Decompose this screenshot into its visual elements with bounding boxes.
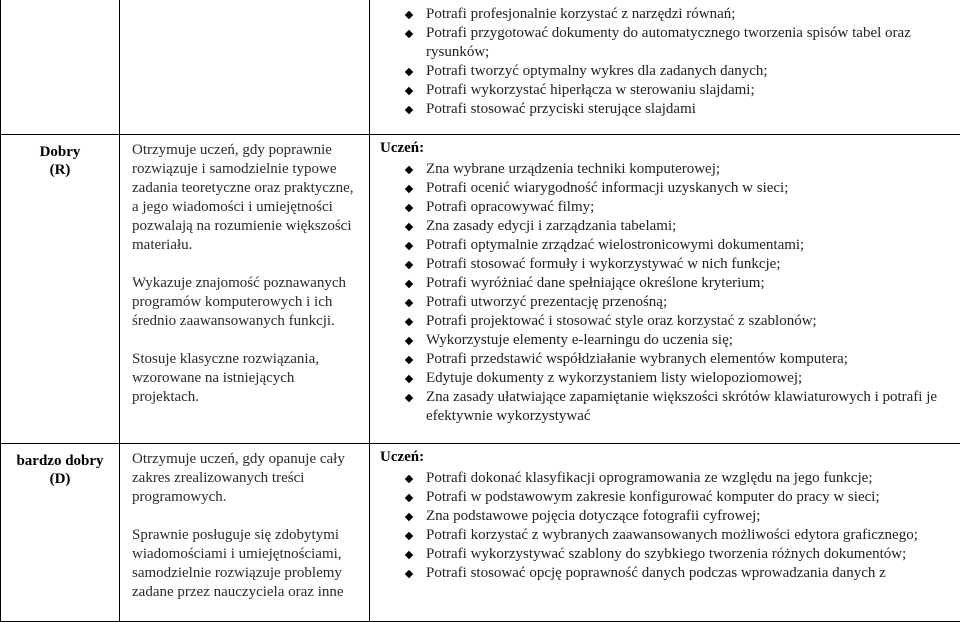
skills-list — [380, 5, 960, 119]
list-item — [380, 488, 960, 507]
list-item — [380, 5, 960, 24]
description-paragraph: Sprawnie posługuje się zdobytymi wiadomościami i umiejętnościami, samodzielnie rozwiązuje problemy zadane przez nauczyciela oraz inne — [132, 526, 361, 602]
diamond-bullet-icon — [405, 204, 413, 212]
list-item-text: Zna zasady edycji i zarządzania tabelami; — [426, 218, 676, 234]
list-item-text: Potrafi korzystać z wybranych zaawansowanych możliwości edytora graficznego; — [426, 527, 918, 543]
diamond-bullet-icon — [405, 261, 413, 269]
skills-cell — [370, 444, 960, 622]
list-item-text: Potrafi stosować przyciski sterujące slajdami — [426, 101, 696, 117]
description-paragraph: Otrzymuje uczeń, gdy poprawnie rozwiązuje i samodzielnie typowe zadania teoretyczne oraz praktyczne, a jego wiadomości i umiejętności pozwalają na rozumienie większości materiału. — [132, 141, 361, 255]
list-item — [380, 545, 960, 564]
list-item — [380, 369, 960, 388]
diamond-bullet-icon — [405, 68, 413, 76]
diamond-bullet-icon — [405, 318, 413, 326]
diamond-bullet-icon — [405, 532, 413, 540]
diamond-bullet-icon — [405, 394, 413, 402]
skills-heading: Uczeń: — [380, 139, 960, 158]
diamond-bullet-icon — [405, 166, 413, 174]
list-item-text: Potrafi opracowywać filmy; — [426, 199, 594, 215]
grade-cell — [1, 444, 120, 622]
skills-list — [380, 160, 960, 426]
list-item-text: Potrafi przedstawić współdziałanie wybranych elementów komputera; — [426, 351, 848, 367]
skills-cell — [370, 135, 960, 444]
list-item-text: Potrafi tworzyć optymalny wykres dla zadanych danych; — [426, 63, 768, 79]
diamond-bullet-icon — [405, 551, 413, 559]
grade-cell-empty — [1, 0, 120, 135]
diamond-bullet-icon — [405, 299, 413, 307]
skills-heading: Uczeń: — [380, 448, 960, 467]
list-item-text: Potrafi dokonać klasyfikacji oprogramowania ze względu na jego funkcje; — [426, 470, 873, 486]
list-item — [380, 331, 960, 350]
list-item-text: Edytuje dokumenty z wykorzystaniem listy wielopoziomowej; — [426, 370, 802, 386]
grade-name: bardzo dobry — [1, 452, 119, 470]
list-item-text: Potrafi projektować i stosować style oraz korzystać z szablonów; — [426, 313, 817, 329]
diamond-bullet-icon — [405, 337, 413, 345]
list-item-text: Potrafi stosować formuły i wykorzystywać w nich funkcje; — [426, 256, 781, 272]
diamond-bullet-icon — [405, 242, 413, 250]
list-item-text: Potrafi profesjonalnie korzystać z narzędzi równań; — [426, 6, 735, 22]
diamond-bullet-icon — [405, 475, 413, 483]
list-item-text: Zna zasady ułatwiające zapamiętanie większości skrótów klawiaturowych i potrafi je efektywnie wykorzystywać — [426, 389, 937, 424]
description-paragraph: Stosuje klasyczne rozwiązania, wzorowane na istniejących projektach. — [132, 350, 361, 407]
grade-code: (D) — [1, 470, 119, 488]
list-item-text: Potrafi stosować opcję poprawność danych podczas wprowadzania danych z — [426, 565, 886, 581]
list-item — [380, 507, 960, 526]
list-item — [380, 179, 960, 198]
list-item — [380, 274, 960, 293]
skills-list — [380, 469, 960, 583]
list-item — [380, 236, 960, 255]
list-item-text: Potrafi w podstawowym zakresie konfigurować komputer do pracy w sieci; — [426, 489, 880, 505]
diamond-bullet-icon — [405, 280, 413, 288]
diamond-bullet-icon — [405, 87, 413, 95]
list-item-text: Potrafi wykorzystywać szablony do szybkiego tworzenia różnych dokumentów; — [426, 546, 906, 562]
grade-name: Dobry — [1, 143, 119, 161]
skills-cell — [370, 0, 960, 135]
description-cell — [120, 135, 370, 444]
list-item — [380, 198, 960, 217]
description-cell-empty — [120, 0, 370, 135]
grade-cell — [1, 135, 120, 444]
list-item — [380, 388, 960, 426]
diamond-bullet-icon — [405, 11, 413, 19]
list-item-text: Potrafi wykorzystać hiperłącza w sterowaniu slajdami; — [426, 82, 755, 98]
list-item — [380, 350, 960, 369]
diamond-bullet-icon — [405, 356, 413, 364]
list-item-text: Potrafi utworzyć prezentację przenośną; — [426, 294, 667, 310]
list-item — [380, 217, 960, 236]
list-item — [380, 564, 960, 583]
diamond-bullet-icon — [405, 513, 413, 521]
description-cell — [120, 444, 370, 622]
list-item-text: Potrafi wyróżniać dane spełniające określone kryterium; — [426, 275, 765, 291]
list-item-text: Potrafi optymalnie zrządzać wielostronicowymi dokumentami; — [426, 237, 804, 253]
diamond-bullet-icon — [405, 106, 413, 114]
diamond-bullet-icon — [405, 570, 413, 578]
list-item — [380, 24, 960, 62]
list-item-text: Potrafi przygotować dokumenty do automatycznego tworzenia spisów tabel oraz rysunków; — [426, 25, 911, 60]
description-paragraph: Wykazuje znajomość poznawanych programów komputerowych i ich średnio zaawansowanych funkcji. — [132, 274, 361, 331]
list-item — [380, 312, 960, 331]
table-row — [1, 444, 960, 622]
list-item-text: Potrafi ocenić wiarygodność informacji uzyskanych w sieci; — [426, 180, 788, 196]
list-item-text: Wykorzystuje elementy e-learningu do uczenia się; — [426, 332, 733, 348]
list-item — [380, 293, 960, 312]
description-paragraph: Otrzymuje uczeń, gdy opanuje cały zakres zrealizowanych treści programowych. — [132, 450, 361, 507]
table-row — [1, 135, 960, 444]
table-row — [1, 0, 960, 135]
list-item — [380, 255, 960, 274]
list-item — [380, 160, 960, 179]
diamond-bullet-icon — [405, 375, 413, 383]
list-item — [380, 100, 960, 119]
list-item — [380, 81, 960, 100]
diamond-bullet-icon — [405, 223, 413, 231]
list-item — [380, 526, 960, 545]
diamond-bullet-icon — [405, 494, 413, 502]
diamond-bullet-icon — [405, 30, 413, 38]
list-item-text: Zna wybrane urządzenia techniki komputerowej; — [426, 161, 720, 177]
list-item-text: Zna podstawowe pojęcia dotyczące fotografii cyfrowej; — [426, 508, 760, 524]
list-item — [380, 62, 960, 81]
grade-code: (R) — [1, 161, 119, 179]
list-item — [380, 469, 960, 488]
diamond-bullet-icon — [405, 185, 413, 193]
